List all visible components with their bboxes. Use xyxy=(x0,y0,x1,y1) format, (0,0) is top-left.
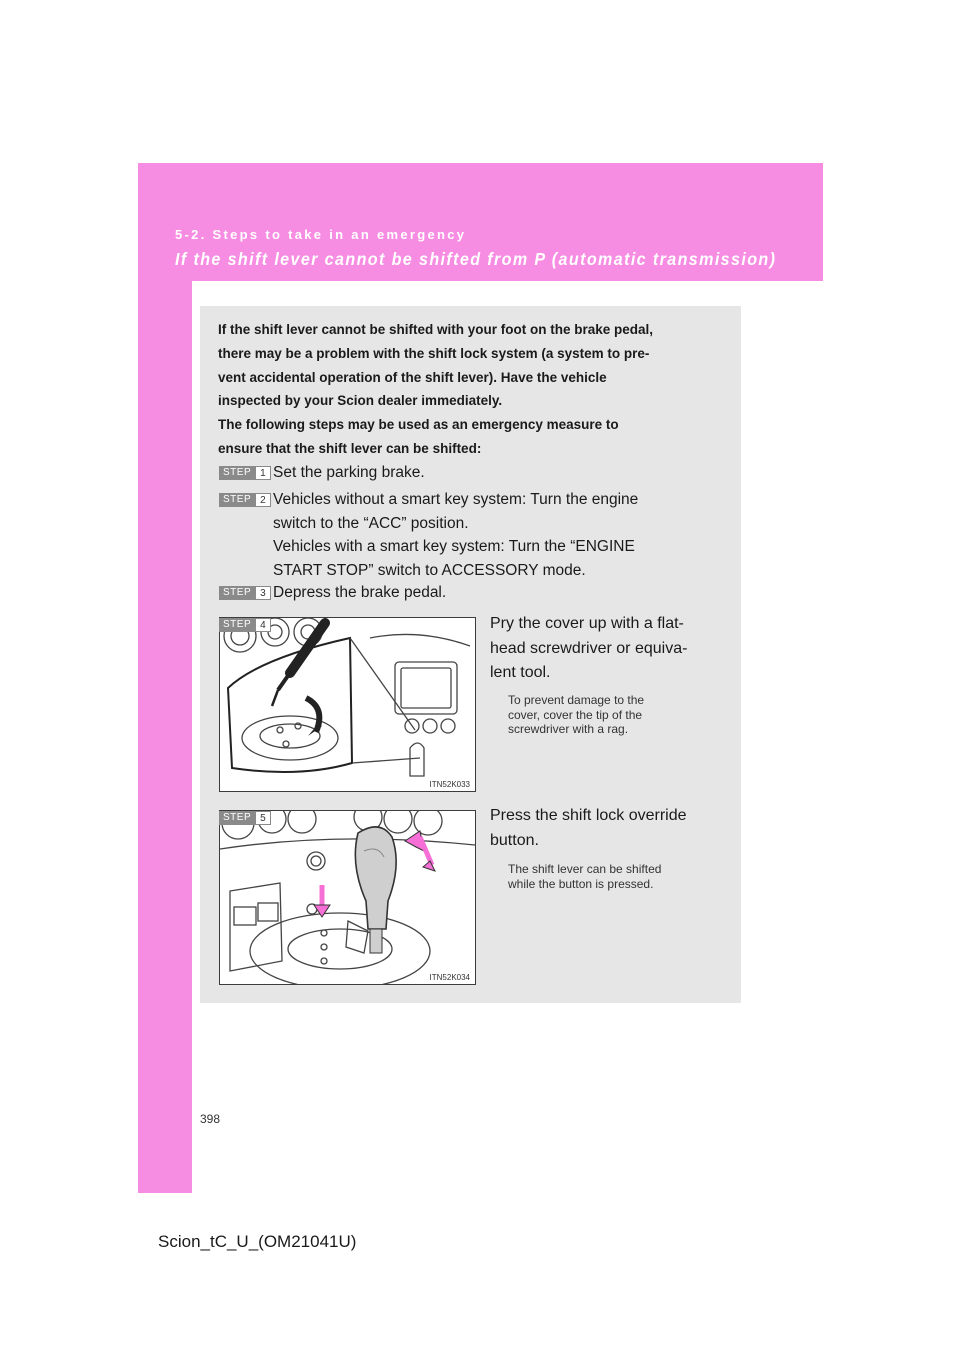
screwdriver-prying-cover-illustration xyxy=(220,618,475,791)
step-4-text xyxy=(490,612,718,686)
step-word: STEP xyxy=(219,586,256,600)
intro-line: The following steps may be used as an emergency measure to xyxy=(218,417,619,433)
step-line: Press the shift lock override xyxy=(490,807,687,824)
step-1-badge xyxy=(219,466,271,480)
step-4-note xyxy=(508,693,718,737)
page-number: 398 xyxy=(200,1112,221,1126)
section-label: 5-2. Steps to take in an emergency xyxy=(175,227,467,242)
page-title: If the shift lever cannot be shifted from P (automatic transmission) xyxy=(175,249,777,269)
step-5-text xyxy=(490,804,718,853)
step-number: 1 xyxy=(256,466,271,480)
step-line: Vehicles without a smart key system: Turn the engine xyxy=(273,491,639,508)
step-line: Vehicles with a smart key system: Turn the “ENGINE xyxy=(273,538,635,555)
step-1-text xyxy=(273,461,717,485)
step-5-figure xyxy=(219,810,476,985)
step-number: 4 xyxy=(256,618,271,632)
step-5-note xyxy=(508,862,718,891)
step-line: Set the parking brake. xyxy=(273,464,425,481)
figure-code: ITN52K033 xyxy=(429,780,470,789)
step-3-text xyxy=(273,581,717,605)
intro-paragraph xyxy=(218,318,717,461)
step-3-badge xyxy=(219,586,271,600)
note-line: while the button is pressed. xyxy=(508,876,654,891)
step-line: Pry the cover up with a flat- xyxy=(490,615,684,632)
step-line: switch to the “ACC” position. xyxy=(273,514,469,532)
note-line: The shift lever can be shifted xyxy=(508,862,662,876)
document-code: Scion_tC_U_(OM21041U) xyxy=(158,1232,357,1251)
shift-lock-override-button-illustration xyxy=(220,811,475,984)
step-word: STEP xyxy=(219,466,256,480)
step-line: Depress the brake pedal. xyxy=(273,584,447,601)
step-2-badge xyxy=(219,493,271,507)
side-color-band xyxy=(138,163,192,1193)
figure-code: ITN52K034 xyxy=(429,973,470,982)
step-number: 2 xyxy=(256,493,271,507)
intro-line: inspected by your Scion dealer immediately. xyxy=(218,393,503,409)
step-line: head screwdriver or equiva- xyxy=(490,639,688,657)
step-word: STEP xyxy=(219,811,256,825)
step-word: STEP xyxy=(219,618,256,632)
step-number: 3 xyxy=(256,586,271,600)
step-2-text xyxy=(273,488,717,582)
step-4-figure xyxy=(219,617,476,792)
intro-line: ensure that the shift lever can be shifted: xyxy=(218,440,482,456)
intro-line: vent accidental operation of the shift lever). Have the vehicle xyxy=(218,369,607,385)
step-5-badge xyxy=(219,811,271,825)
step-word: STEP xyxy=(219,493,256,507)
intro-line: there may be a problem with the shift lock system (a system to pre- xyxy=(218,345,650,361)
intro-line: If the shift lever cannot be shifted with your foot on the brake pedal, xyxy=(218,322,654,337)
step-line: START STOP” switch to ACCESSORY mode. xyxy=(273,561,586,579)
note-line: cover, cover the tip of the xyxy=(508,707,643,722)
note-line: screwdriver with a rag. xyxy=(508,722,629,736)
note-line: To prevent damage to the xyxy=(508,693,645,707)
step-number: 5 xyxy=(256,811,271,825)
step-line: lent tool. xyxy=(490,664,551,681)
step-line: button. xyxy=(490,831,539,849)
step-4-badge xyxy=(219,618,271,632)
